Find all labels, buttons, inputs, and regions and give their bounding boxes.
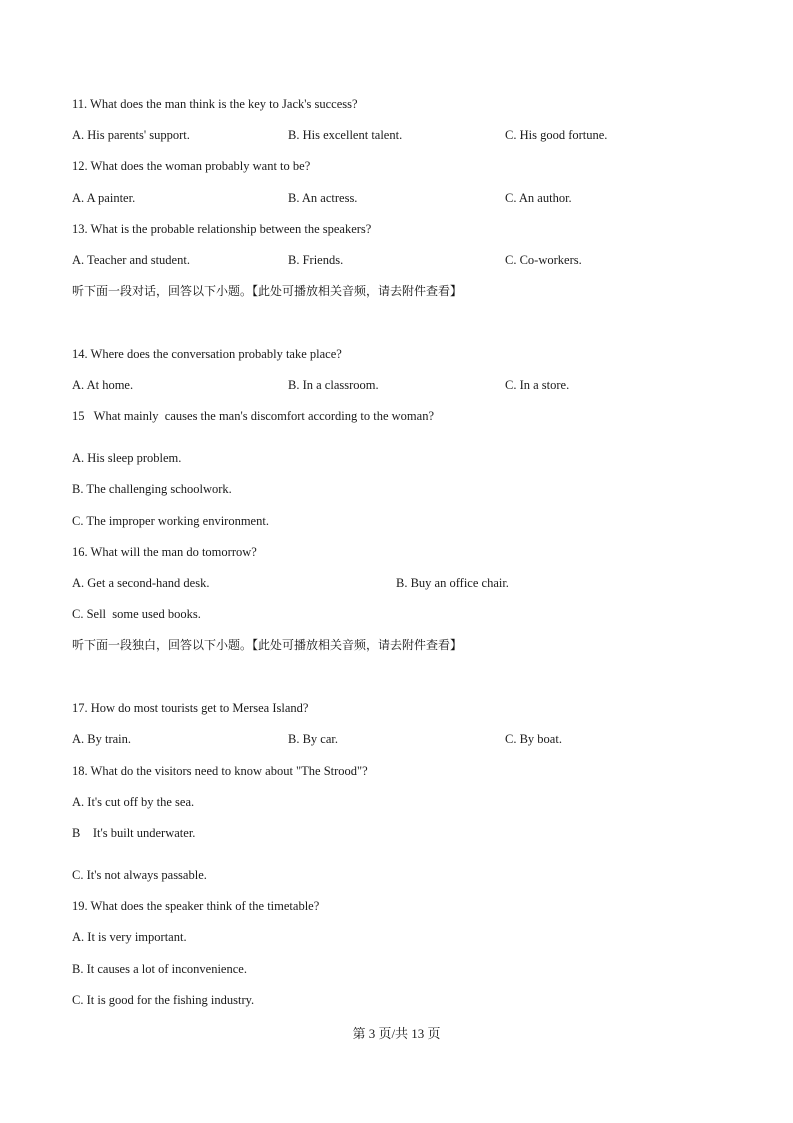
q19-option-c: C. It is good for the fishing industry.	[72, 993, 255, 1007]
q16-option-a: A. Get a second-hand desk.	[72, 576, 210, 590]
q18-option-b: B It's built underwater.	[72, 826, 196, 840]
question-14: 14. Where does the conversation probably take place?	[72, 347, 342, 361]
q16-option-b: B. Buy an office chair.	[396, 576, 509, 590]
q17-option-a: A. By train.	[72, 732, 132, 746]
q17-option-c: C. By boat.	[505, 732, 562, 746]
question-15: 15 What mainly causes the man's discomfort according to the woman?	[72, 409, 434, 423]
page-number-footer: 第 3 页/共 13 页	[352, 1026, 441, 1041]
question-11: 11. What does the man think is the key to Jack's success?	[72, 97, 358, 111]
q14-option-b: B. In a classroom.	[288, 378, 379, 392]
q11-option-c: C. His good fortune.	[505, 128, 608, 142]
q11-option-a: A. His parents' support.	[72, 128, 190, 142]
q13-option-c: C. Co-workers.	[505, 253, 582, 267]
q12-option-a: A. A painter.	[72, 191, 136, 205]
question-19: 19. What does the speaker think of the timetable?	[72, 899, 320, 913]
question-17: 17. How do most tourists get to Mersea Island?	[72, 701, 309, 715]
q15-option-c: C. The improper working environment.	[72, 514, 269, 528]
q13-option-b: B. Friends.	[288, 253, 344, 267]
q17-option-b: B. By car.	[288, 732, 338, 746]
question-13: 13. What is the probable relationship between the speakers?	[72, 222, 372, 236]
q12-option-c: C. An author.	[505, 191, 572, 205]
q15-option-a: A. His sleep problem.	[72, 451, 182, 465]
question-18: 18. What do the visitors need to know about "The Strood"?	[72, 764, 368, 778]
q19-option-a: A. It is very important.	[72, 930, 187, 944]
q12-option-b: B. An actress.	[288, 191, 358, 205]
question-16: 16. What will the man do tomorrow?	[72, 545, 257, 559]
q18-option-c: C. It's not always passable.	[72, 868, 207, 882]
q16-option-c: C. Sell some used books.	[72, 607, 201, 621]
question-12: 12. What does the woman probably want to be?	[72, 159, 311, 173]
q15-option-b: B. The challenging schoolwork.	[72, 482, 232, 496]
section-instruction-monologue: 听下面一段独白，回答以下小题。【此处可播放相关音频，请去附件查看】	[72, 638, 463, 652]
q14-option-a: A. At home.	[72, 378, 134, 392]
section-instruction-dialogue: 听下面一段对话，回答以下小题。【此处可播放相关音频，请去附件查看】	[72, 284, 463, 298]
q19-option-b: B. It causes a lot of inconvenience.	[72, 962, 247, 976]
q11-option-b: B. His excellent talent.	[288, 128, 403, 142]
q18-option-a: A. It's cut off by the sea.	[72, 795, 195, 809]
q13-option-a: A. Teacher and student.	[72, 253, 190, 267]
q14-option-c: C. In a store.	[505, 378, 570, 392]
